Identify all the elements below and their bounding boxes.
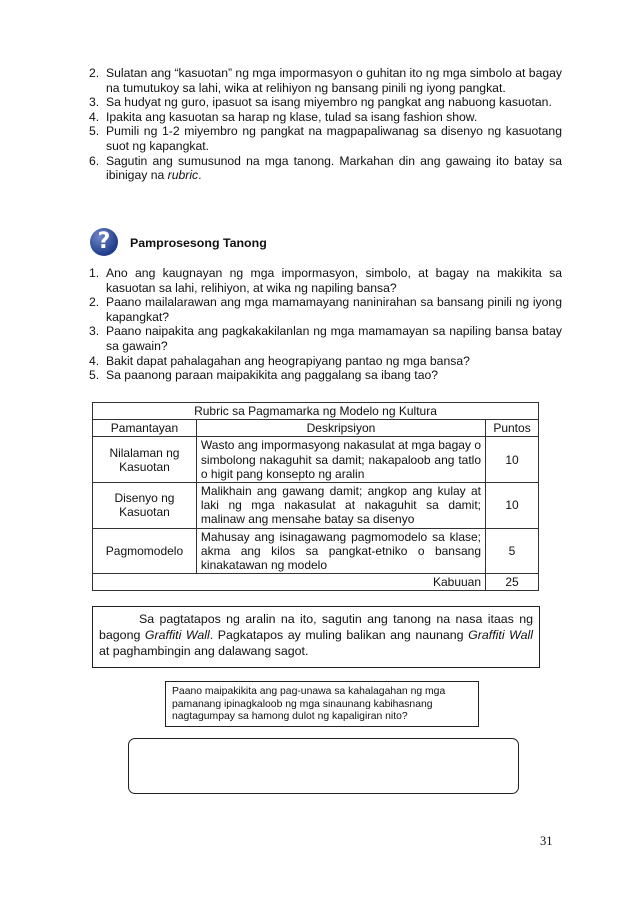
column-header: Pamantayan — [93, 420, 197, 437]
column-header: Deskripsiyon — [196, 420, 485, 437]
section-title: Pamprosesong Tanong — [130, 236, 267, 250]
description-cell: Wasto ang impormasyong nakasulat at mga bagay o simbolong nakaguhit sa damit; nakapaloob ang tatlo o higit pang konsepto ng aralin — [196, 437, 485, 483]
graffiti-wall-instruction-box: Sa pagtatapos ng aralin na ito, sagutin ang tanong na nasa itaas ng bagong Graffiti Wall. Pagkatapos ay muling balikan ang naunang Graffiti Wall at paghambingin ang dalawang sagot. — [92, 606, 540, 668]
total-label: Kabuuan — [93, 574, 486, 591]
list-item: 4. Bakit dapat pahalagahan ang heograpiyang pantao ng mga bansa? — [89, 353, 470, 368]
total-points: 25 — [486, 574, 539, 591]
list-item: 3. Sa hudyat ng guro, ipasuot sa isang miyembro ng pangkat ang nabuong kasuotan. — [89, 95, 552, 110]
list-item: 2. Paano mailalarawan ang mga mamamayang naninirahan sa bansang pinili ng iyong kapangkat? — [89, 295, 562, 324]
graffiti-wall-question-box: Paano maipakikita ang pag-unawa sa kahalagahan ng mga pamanang ipinagkaloob ng mga sinaunang kabihasnang nagtagumpay sa hamong dulot ng kapaligiran nito? — [165, 681, 479, 727]
section-header — [90, 228, 390, 260]
list-item: 4. Ipakita ang kasuotan sa harap ng klase, tulad sa isang fashion show. — [89, 109, 478, 124]
criterion-cell: Disenyo ng Kasuotan — [93, 483, 197, 529]
question-mark-icon: ? — [90, 228, 118, 256]
criterion-cell: Nilalaman ng Kasuotan — [93, 437, 197, 483]
table-row — [93, 483, 539, 529]
rubric-header-row — [93, 420, 539, 437]
list-item: 5. Pumili ng 1-2 miyembro ng pangkat na magpapaliwanag sa disenyo ng kasuotang suot ng kapangkat. — [89, 124, 562, 153]
points-cell: 10 — [486, 437, 539, 483]
list-item: 3. Paano naipakita ang pagkakakilanlan ng mga mamamayan sa napiling bansa batay sa gawain? — [89, 324, 562, 353]
criterion-cell: Pagmomodelo — [93, 528, 197, 574]
column-header: Puntos — [486, 420, 539, 437]
processing-questions-list — [89, 266, 562, 383]
list-item: 2. Sulatan ang “kasuotan” ng mga impormasyon o guhitan ito ng mga simbolo at bagay na tumutukoy sa lahi, wika at relihiyon ng bansang pinili ng iyong pangkat. — [89, 66, 562, 95]
list-item: 5. Sa paanong paraan maipakikita ang paggalang sa ibang tao? — [89, 368, 439, 383]
total-row — [93, 574, 539, 591]
list-item: 6. Sagutin ang sumusunod na mga tanong. Markahan din ang gawaing ito batay sa ibinigay na rubric. — [89, 153, 562, 183]
description-cell: Mahusay ang isinagawang pagmomodelo sa klase; akma ang kilos sa pangkat-etniko o bansang kinakatawan ng modelo — [196, 528, 485, 574]
rubric-title: Rubric sa Pagmamarka ng Modelo ng Kultura — [93, 403, 539, 420]
instruction-steps-list — [89, 66, 562, 183]
description-cell: Malikhain ang gawang damit; angkop ang kulay at laki ng mga nakasulat at nakaguhit sa damit; malinaw ang mensahe batay sa disenyo — [196, 483, 485, 529]
rubric-title-row — [93, 403, 539, 420]
points-cell: 10 — [486, 483, 539, 529]
answer-box[interactable] — [128, 738, 519, 794]
table-row — [93, 437, 539, 483]
points-cell: 5 — [486, 528, 539, 574]
rubric-table — [92, 402, 539, 591]
table-row — [93, 528, 539, 574]
page-number: 31 — [540, 834, 553, 848]
list-item: 1. Ano ang kaugnayan ng mga impormasyon, simbolo, at bagay na makikita sa kasuotan sa lahi, relihiyon, at wika ng napiling bansa? — [89, 266, 562, 295]
